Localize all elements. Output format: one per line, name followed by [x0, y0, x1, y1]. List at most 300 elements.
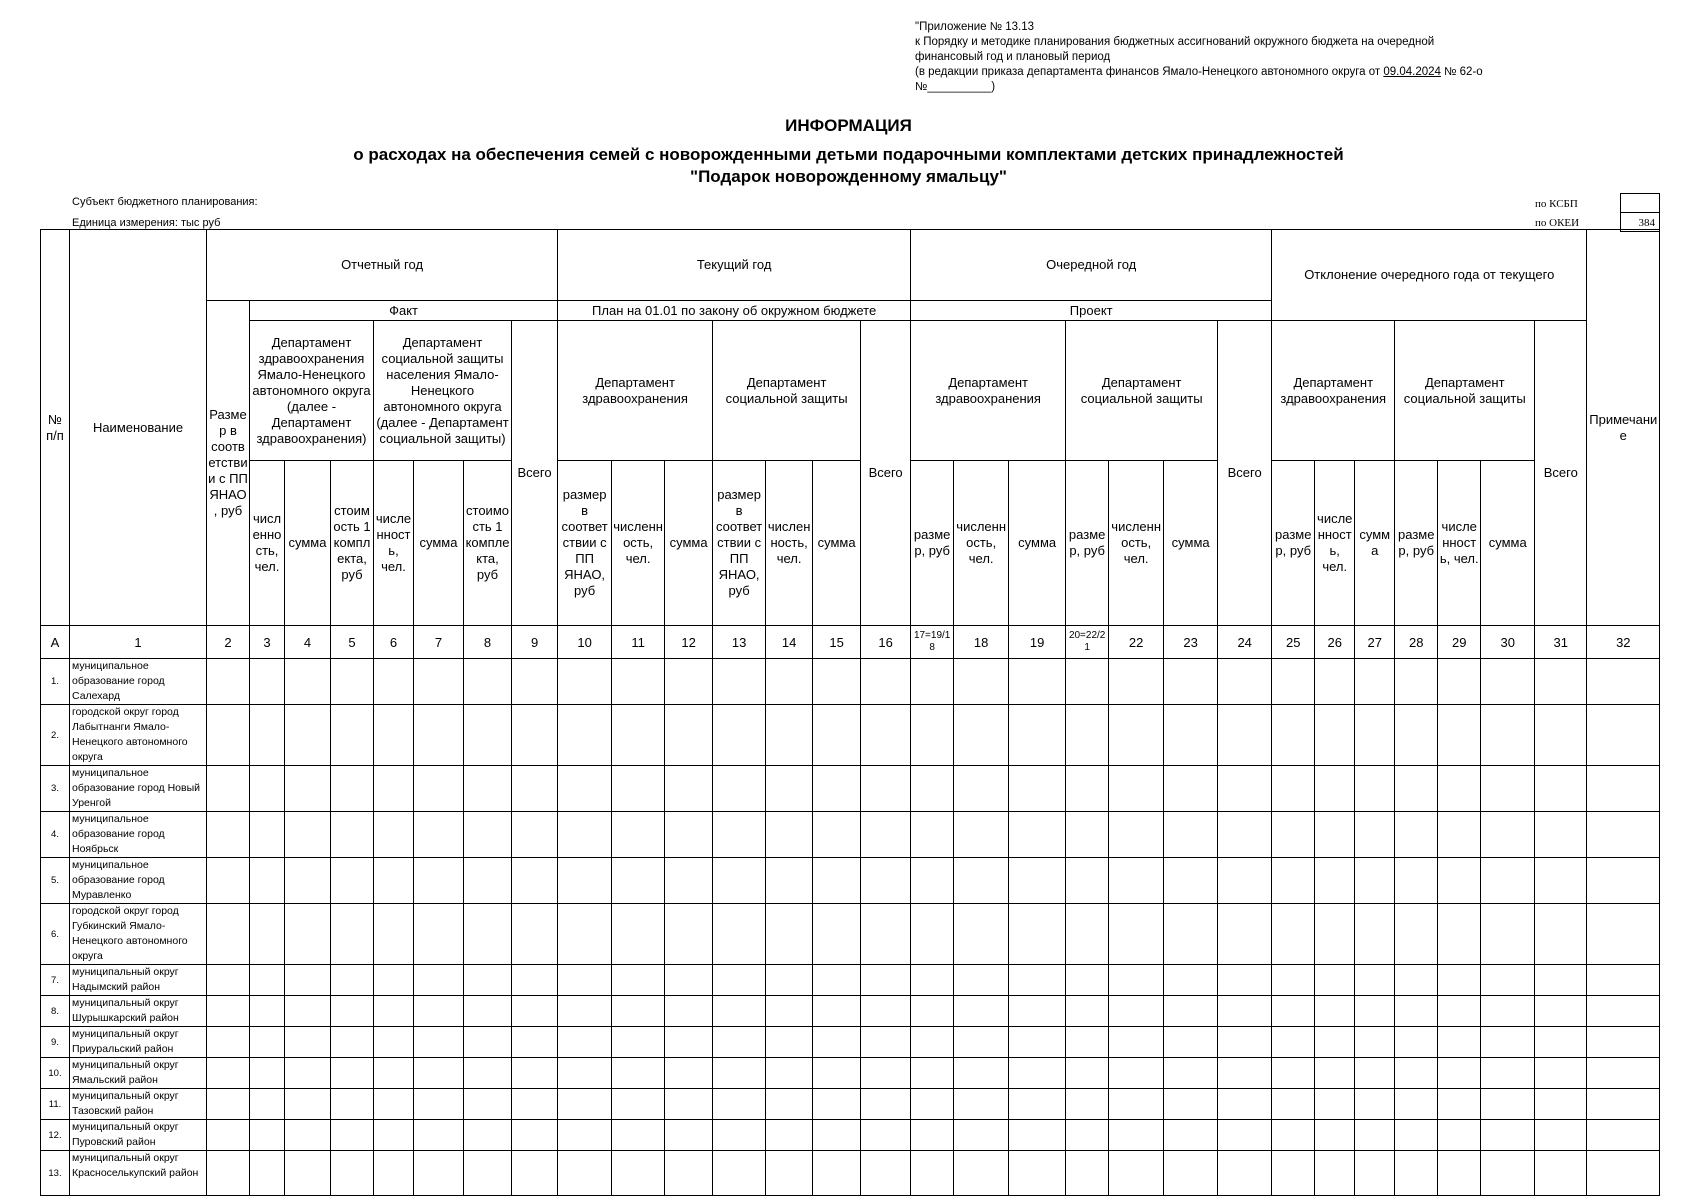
- table-cell[interactable]: [558, 766, 612, 812]
- table-cell[interactable]: [1315, 904, 1355, 965]
- table-cell[interactable]: [374, 965, 414, 996]
- table-cell[interactable]: [954, 1058, 1009, 1089]
- table-cell[interactable]: [1272, 766, 1315, 812]
- table-cell[interactable]: [713, 1151, 766, 1196]
- table-cell[interactable]: [1009, 1151, 1066, 1196]
- table-cell[interactable]: [414, 812, 464, 858]
- table-cell[interactable]: [374, 1058, 414, 1089]
- table-cell[interactable]: [1109, 766, 1164, 812]
- table-cell[interactable]: [713, 858, 766, 904]
- table-cell[interactable]: [1587, 904, 1660, 965]
- table-cell[interactable]: [665, 766, 713, 812]
- table-cell[interactable]: [414, 1120, 464, 1151]
- table-cell[interactable]: [250, 858, 285, 904]
- table-cell[interactable]: [713, 965, 766, 996]
- table-cell[interactable]: [414, 904, 464, 965]
- table-cell[interactable]: [612, 1027, 665, 1058]
- table-cell[interactable]: [414, 858, 464, 904]
- table-cell[interactable]: [665, 858, 713, 904]
- table-cell[interactable]: [1315, 858, 1355, 904]
- table-cell[interactable]: [1355, 1089, 1395, 1120]
- table-cell[interactable]: [1438, 996, 1481, 1027]
- table-cell[interactable]: [558, 812, 612, 858]
- table-cell[interactable]: [207, 996, 250, 1027]
- table-cell[interactable]: [1587, 659, 1660, 705]
- table-cell[interactable]: [1218, 705, 1272, 766]
- table-cell[interactable]: [1218, 812, 1272, 858]
- table-cell[interactable]: [250, 965, 285, 996]
- table-cell[interactable]: [285, 812, 331, 858]
- table-cell[interactable]: [1272, 705, 1315, 766]
- table-cell[interactable]: [250, 1027, 285, 1058]
- table-cell[interactable]: [713, 766, 766, 812]
- table-cell[interactable]: [1109, 1089, 1164, 1120]
- table-cell[interactable]: [250, 1151, 285, 1196]
- table-cell[interactable]: [1535, 858, 1587, 904]
- table-cell[interactable]: [766, 1120, 813, 1151]
- table-cell[interactable]: [331, 1027, 374, 1058]
- table-cell[interactable]: [665, 1120, 713, 1151]
- table-cell[interactable]: [1164, 1120, 1218, 1151]
- table-cell[interactable]: [285, 705, 331, 766]
- table-cell[interactable]: [1218, 858, 1272, 904]
- table-cell[interactable]: [1315, 1027, 1355, 1058]
- table-cell[interactable]: [464, 1151, 512, 1196]
- table-cell[interactable]: [1109, 1120, 1164, 1151]
- table-cell[interactable]: [414, 965, 464, 996]
- table-cell[interactable]: [1066, 766, 1109, 812]
- table-cell[interactable]: [1109, 965, 1164, 996]
- table-cell[interactable]: [250, 659, 285, 705]
- table-cell[interactable]: [331, 1151, 374, 1196]
- table-cell[interactable]: [1164, 766, 1218, 812]
- table-cell[interactable]: [1164, 1151, 1218, 1196]
- table-cell[interactable]: [766, 1089, 813, 1120]
- table-cell[interactable]: [512, 1058, 558, 1089]
- table-cell[interactable]: [954, 904, 1009, 965]
- table-cell[interactable]: [1109, 705, 1164, 766]
- table-cell[interactable]: [1481, 904, 1535, 965]
- table-cell[interactable]: [250, 766, 285, 812]
- table-cell[interactable]: [250, 996, 285, 1027]
- table-cell[interactable]: [207, 766, 250, 812]
- table-cell[interactable]: [813, 705, 861, 766]
- table-cell[interactable]: [374, 996, 414, 1027]
- table-cell[interactable]: [1355, 705, 1395, 766]
- table-cell[interactable]: [250, 812, 285, 858]
- table-cell[interactable]: [1395, 1058, 1438, 1089]
- table-cell[interactable]: [954, 1151, 1009, 1196]
- table-cell[interactable]: [1395, 1027, 1438, 1058]
- table-cell[interactable]: [464, 705, 512, 766]
- table-cell[interactable]: [1315, 812, 1355, 858]
- table-cell[interactable]: [512, 812, 558, 858]
- table-cell[interactable]: [464, 766, 512, 812]
- table-cell[interactable]: [766, 812, 813, 858]
- table-cell[interactable]: [558, 996, 612, 1027]
- table-cell[interactable]: [1535, 766, 1587, 812]
- table-cell[interactable]: [861, 904, 911, 965]
- table-cell[interactable]: [1272, 1027, 1315, 1058]
- table-cell[interactable]: [1009, 659, 1066, 705]
- table-cell[interactable]: [207, 812, 250, 858]
- table-cell[interactable]: [207, 1151, 250, 1196]
- table-cell[interactable]: [285, 858, 331, 904]
- table-cell[interactable]: [512, 904, 558, 965]
- table-cell[interactable]: [1164, 965, 1218, 996]
- table-cell[interactable]: [285, 1089, 331, 1120]
- table-cell[interactable]: [612, 1151, 665, 1196]
- table-cell[interactable]: [1315, 965, 1355, 996]
- table-cell[interactable]: [464, 965, 512, 996]
- table-cell[interactable]: [813, 812, 861, 858]
- table-cell[interactable]: [1109, 659, 1164, 705]
- table-cell[interactable]: [464, 904, 512, 965]
- table-cell[interactable]: [464, 659, 512, 705]
- table-cell[interactable]: [374, 1151, 414, 1196]
- table-cell[interactable]: [1535, 705, 1587, 766]
- table-cell[interactable]: [911, 858, 954, 904]
- table-cell[interactable]: [285, 1120, 331, 1151]
- table-cell[interactable]: [813, 904, 861, 965]
- table-cell[interactable]: [285, 904, 331, 965]
- table-cell[interactable]: [374, 812, 414, 858]
- table-cell[interactable]: [911, 1120, 954, 1151]
- table-cell[interactable]: [285, 996, 331, 1027]
- table-cell[interactable]: [954, 766, 1009, 812]
- table-cell[interactable]: [1481, 996, 1535, 1027]
- table-cell[interactable]: [1438, 965, 1481, 996]
- table-cell[interactable]: [713, 812, 766, 858]
- table-cell[interactable]: [1315, 659, 1355, 705]
- table-cell[interactable]: [766, 766, 813, 812]
- table-cell[interactable]: [285, 1058, 331, 1089]
- table-cell[interactable]: [1066, 1151, 1109, 1196]
- table-cell[interactable]: [1355, 965, 1395, 996]
- table-cell[interactable]: [1218, 1151, 1272, 1196]
- table-cell[interactable]: [1395, 1089, 1438, 1120]
- table-cell[interactable]: [250, 904, 285, 965]
- table-cell[interactable]: [665, 996, 713, 1027]
- table-cell[interactable]: [374, 1027, 414, 1058]
- table-cell[interactable]: [374, 659, 414, 705]
- table-cell[interactable]: [1535, 659, 1587, 705]
- table-cell[interactable]: [1587, 858, 1660, 904]
- table-cell[interactable]: [414, 766, 464, 812]
- table-cell[interactable]: [1164, 705, 1218, 766]
- table-cell[interactable]: [861, 1120, 911, 1151]
- table-cell[interactable]: [1315, 1120, 1355, 1151]
- table-cell[interactable]: [1009, 858, 1066, 904]
- table-cell[interactable]: [1315, 1151, 1355, 1196]
- table-cell[interactable]: [1066, 705, 1109, 766]
- table-cell[interactable]: [612, 904, 665, 965]
- table-cell[interactable]: [285, 766, 331, 812]
- table-cell[interactable]: [1272, 1120, 1315, 1151]
- table-cell[interactable]: [285, 1151, 331, 1196]
- table-cell[interactable]: [1272, 996, 1315, 1027]
- table-cell[interactable]: [1395, 659, 1438, 705]
- table-cell[interactable]: [1535, 1089, 1587, 1120]
- table-cell[interactable]: [1009, 965, 1066, 996]
- table-cell[interactable]: [1587, 1058, 1660, 1089]
- table-cell[interactable]: [1009, 1027, 1066, 1058]
- table-cell[interactable]: [1066, 1027, 1109, 1058]
- table-cell[interactable]: [911, 1027, 954, 1058]
- table-cell[interactable]: [1218, 904, 1272, 965]
- table-cell[interactable]: [464, 1120, 512, 1151]
- table-cell[interactable]: [954, 965, 1009, 996]
- table-cell[interactable]: [1481, 1058, 1535, 1089]
- table-cell[interactable]: [1109, 1151, 1164, 1196]
- table-cell[interactable]: [1164, 1027, 1218, 1058]
- table-cell[interactable]: [1481, 766, 1535, 812]
- table-cell[interactable]: [954, 705, 1009, 766]
- table-cell[interactable]: [612, 1120, 665, 1151]
- table-cell[interactable]: [1355, 812, 1395, 858]
- table-cell[interactable]: [861, 812, 911, 858]
- table-cell[interactable]: [766, 904, 813, 965]
- table-cell[interactable]: [911, 996, 954, 1027]
- table-cell[interactable]: [512, 996, 558, 1027]
- table-cell[interactable]: [207, 904, 250, 965]
- table-cell[interactable]: [207, 1120, 250, 1151]
- table-cell[interactable]: [861, 1058, 911, 1089]
- table-cell[interactable]: [1066, 812, 1109, 858]
- table-cell[interactable]: [331, 904, 374, 965]
- table-cell[interactable]: [558, 1027, 612, 1058]
- table-cell[interactable]: [861, 858, 911, 904]
- table-cell[interactable]: [1218, 965, 1272, 996]
- table-cell[interactable]: [1395, 1120, 1438, 1151]
- table-cell[interactable]: [512, 1027, 558, 1058]
- table-cell[interactable]: [1009, 1058, 1066, 1089]
- table-cell[interactable]: [1395, 812, 1438, 858]
- table-cell[interactable]: [1272, 858, 1315, 904]
- table-cell[interactable]: [1535, 1027, 1587, 1058]
- table-cell[interactable]: [665, 1058, 713, 1089]
- table-cell[interactable]: [1164, 996, 1218, 1027]
- table-cell[interactable]: [1535, 965, 1587, 996]
- table-cell[interactable]: [1481, 812, 1535, 858]
- table-cell[interactable]: [813, 996, 861, 1027]
- table-cell[interactable]: [374, 904, 414, 965]
- table-cell[interactable]: [1535, 1058, 1587, 1089]
- table-cell[interactable]: [612, 1058, 665, 1089]
- table-cell[interactable]: [954, 1027, 1009, 1058]
- table-cell[interactable]: [1164, 858, 1218, 904]
- table-cell[interactable]: [558, 858, 612, 904]
- table-cell[interactable]: [1272, 1089, 1315, 1120]
- table-cell[interactable]: [1481, 1089, 1535, 1120]
- table-cell[interactable]: [464, 812, 512, 858]
- table-cell[interactable]: [414, 996, 464, 1027]
- table-cell[interactable]: [665, 1089, 713, 1120]
- table-cell[interactable]: [1587, 965, 1660, 996]
- table-cell[interactable]: [331, 1089, 374, 1120]
- table-cell[interactable]: [414, 1058, 464, 1089]
- table-cell[interactable]: [612, 1089, 665, 1120]
- table-cell[interactable]: [558, 1120, 612, 1151]
- table-cell[interactable]: [250, 1120, 285, 1151]
- table-cell[interactable]: [1009, 705, 1066, 766]
- table-cell[interactable]: [1272, 1058, 1315, 1089]
- table-cell[interactable]: [1009, 996, 1066, 1027]
- table-cell[interactable]: [1109, 1027, 1164, 1058]
- table-cell[interactable]: [665, 965, 713, 996]
- table-cell[interactable]: [1315, 996, 1355, 1027]
- table-cell[interactable]: [713, 1089, 766, 1120]
- table-cell[interactable]: [1587, 1120, 1660, 1151]
- table-cell[interactable]: [1587, 705, 1660, 766]
- table-cell[interactable]: [1218, 766, 1272, 812]
- table-cell[interactable]: [1355, 766, 1395, 812]
- table-cell[interactable]: [250, 1089, 285, 1120]
- table-cell[interactable]: [911, 1151, 954, 1196]
- table-cell[interactable]: [713, 1058, 766, 1089]
- table-cell[interactable]: [1218, 659, 1272, 705]
- table-cell[interactable]: [331, 659, 374, 705]
- table-cell[interactable]: [1315, 1089, 1355, 1120]
- table-cell[interactable]: [1438, 1027, 1481, 1058]
- table-cell[interactable]: [1164, 904, 1218, 965]
- table-cell[interactable]: [861, 705, 911, 766]
- table-cell[interactable]: [1438, 1151, 1481, 1196]
- table-cell[interactable]: [766, 996, 813, 1027]
- table-cell[interactable]: [512, 705, 558, 766]
- table-cell[interactable]: [713, 1027, 766, 1058]
- table-cell[interactable]: [1066, 858, 1109, 904]
- table-cell[interactable]: [1009, 1089, 1066, 1120]
- table-cell[interactable]: [1009, 812, 1066, 858]
- table-cell[interactable]: [911, 1058, 954, 1089]
- table-cell[interactable]: [1587, 1027, 1660, 1058]
- table-cell[interactable]: [1109, 996, 1164, 1027]
- table-cell[interactable]: [766, 1058, 813, 1089]
- table-cell[interactable]: [1587, 996, 1660, 1027]
- table-cell[interactable]: [861, 996, 911, 1027]
- table-cell[interactable]: [1066, 965, 1109, 996]
- table-cell[interactable]: [1218, 996, 1272, 1027]
- table-cell[interactable]: [558, 659, 612, 705]
- table-cell[interactable]: [911, 965, 954, 996]
- table-cell[interactable]: [1587, 1151, 1660, 1196]
- table-cell[interactable]: [1355, 1027, 1395, 1058]
- table-cell[interactable]: [766, 858, 813, 904]
- table-cell[interactable]: [911, 812, 954, 858]
- table-cell[interactable]: [1438, 1120, 1481, 1151]
- table-cell[interactable]: [331, 1120, 374, 1151]
- table-cell[interactable]: [861, 965, 911, 996]
- table-cell[interactable]: [1481, 659, 1535, 705]
- table-cell[interactable]: [813, 965, 861, 996]
- table-cell[interactable]: [1066, 1089, 1109, 1120]
- table-cell[interactable]: [1009, 1120, 1066, 1151]
- table-cell[interactable]: [1438, 659, 1481, 705]
- table-cell[interactable]: [1272, 659, 1315, 705]
- table-cell[interactable]: [1355, 1058, 1395, 1089]
- table-cell[interactable]: [1587, 812, 1660, 858]
- table-cell[interactable]: [207, 705, 250, 766]
- table-cell[interactable]: [813, 659, 861, 705]
- table-cell[interactable]: [954, 659, 1009, 705]
- table-cell[interactable]: [1164, 659, 1218, 705]
- table-cell[interactable]: [665, 705, 713, 766]
- table-cell[interactable]: [612, 812, 665, 858]
- table-cell[interactable]: [612, 996, 665, 1027]
- table-cell[interactable]: [1218, 1120, 1272, 1151]
- table-cell[interactable]: [1355, 659, 1395, 705]
- table-cell[interactable]: [766, 965, 813, 996]
- table-cell[interactable]: [766, 1027, 813, 1058]
- table-cell[interactable]: [1481, 705, 1535, 766]
- table-cell[interactable]: [374, 858, 414, 904]
- table-cell[interactable]: [1481, 1027, 1535, 1058]
- table-cell[interactable]: [911, 659, 954, 705]
- table-cell[interactable]: [414, 1089, 464, 1120]
- table-cell[interactable]: [1066, 996, 1109, 1027]
- table-cell[interactable]: [1438, 705, 1481, 766]
- table-cell[interactable]: [285, 965, 331, 996]
- table-cell[interactable]: [1218, 1058, 1272, 1089]
- table-cell[interactable]: [1587, 1089, 1660, 1120]
- table-cell[interactable]: [1315, 705, 1355, 766]
- table-cell[interactable]: [1438, 812, 1481, 858]
- table-cell[interactable]: [1066, 659, 1109, 705]
- table-cell[interactable]: [665, 659, 713, 705]
- table-cell[interactable]: [1109, 904, 1164, 965]
- table-cell[interactable]: [1587, 766, 1660, 812]
- table-cell[interactable]: [1438, 858, 1481, 904]
- table-cell[interactable]: [558, 705, 612, 766]
- table-cell[interactable]: [1355, 904, 1395, 965]
- table-cell[interactable]: [512, 1089, 558, 1120]
- table-cell[interactable]: [207, 659, 250, 705]
- table-cell[interactable]: [665, 812, 713, 858]
- table-cell[interactable]: [1535, 904, 1587, 965]
- table-cell[interactable]: [207, 965, 250, 996]
- table-cell[interactable]: [464, 1027, 512, 1058]
- table-cell[interactable]: [954, 858, 1009, 904]
- table-cell[interactable]: [713, 705, 766, 766]
- table-cell[interactable]: [1272, 1151, 1315, 1196]
- table-cell[interactable]: [374, 1089, 414, 1120]
- table-cell[interactable]: [414, 1027, 464, 1058]
- table-cell[interactable]: [558, 1089, 612, 1120]
- table-cell[interactable]: [911, 766, 954, 812]
- table-cell[interactable]: [813, 858, 861, 904]
- table-cell[interactable]: [250, 1058, 285, 1089]
- table-cell[interactable]: [464, 1089, 512, 1120]
- table-cell[interactable]: [713, 996, 766, 1027]
- table-cell[interactable]: [414, 705, 464, 766]
- table-cell[interactable]: [558, 1058, 612, 1089]
- table-cell[interactable]: [1109, 858, 1164, 904]
- table-cell[interactable]: [1438, 766, 1481, 812]
- table-cell[interactable]: [1535, 812, 1587, 858]
- table-cell[interactable]: [558, 965, 612, 996]
- table-cell[interactable]: [1272, 812, 1315, 858]
- table-cell[interactable]: [954, 996, 1009, 1027]
- table-cell[interactable]: [665, 904, 713, 965]
- table-cell[interactable]: [1009, 766, 1066, 812]
- table-cell[interactable]: [1272, 904, 1315, 965]
- table-cell[interactable]: [1218, 1027, 1272, 1058]
- table-cell[interactable]: [207, 1058, 250, 1089]
- table-cell[interactable]: [911, 904, 954, 965]
- table-cell[interactable]: [612, 858, 665, 904]
- table-cell[interactable]: [250, 705, 285, 766]
